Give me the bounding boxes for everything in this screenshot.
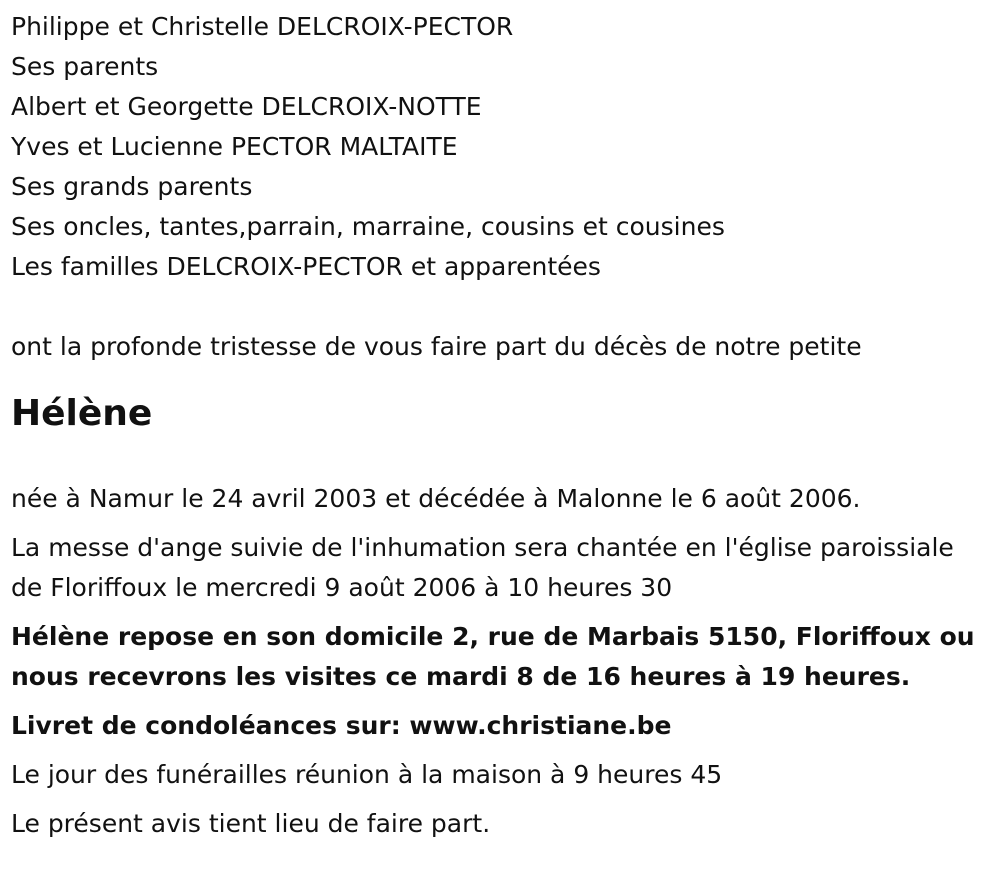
deceased-name: Hélène bbox=[11, 393, 153, 434]
family-list bbox=[11, 0, 986, 287]
birth-death-dates: née à Namur le 24 avril 2003 et décédée à Malonne le 6 août 2006. bbox=[11, 484, 861, 513]
family-line-7: Les familles DELCROIX-PECTOR et apparentées bbox=[11, 252, 601, 281]
visitation-info: Hélène repose en son domicile 2, rue de Marbais 5150, Floriffoux ou nous recevrons les visites ce mardi 8 de 16 heures à 19 heures. bbox=[11, 622, 975, 691]
family-line-6: Ses oncles, tantes,parrain, marraine, cousins et cousines bbox=[11, 212, 725, 241]
family-line-5: Ses grands parents bbox=[11, 172, 253, 201]
death-notice bbox=[11, 0, 986, 844]
condolence-book: Livret de condoléances sur: www.christiane.be bbox=[11, 711, 672, 740]
announcement-text: ont la profonde tristesse de vous faire part du décès de notre petite bbox=[11, 332, 862, 361]
family-line-4: Yves et Lucienne PECTOR MALTAITE bbox=[11, 132, 458, 161]
family-line-3: Albert et Georgette DELCROIX-NOTTE bbox=[11, 92, 482, 121]
family-line-2: Ses parents bbox=[11, 52, 159, 81]
family-line-1: Philippe et Christelle DELCROIX-PECTOR bbox=[11, 12, 514, 41]
funeral-day-info: Le jour des funérailles réunion à la maison à 9 heures 45 bbox=[11, 760, 723, 789]
mass-info: La messe d'ange suivie de l'inhumation sera chantée en l'église paroissiale de Floriffoux le mercredi 9 août 2006 à 10 heures 30 bbox=[11, 533, 954, 602]
notice-note: Le présent avis tient lieu de faire part. bbox=[11, 809, 491, 838]
